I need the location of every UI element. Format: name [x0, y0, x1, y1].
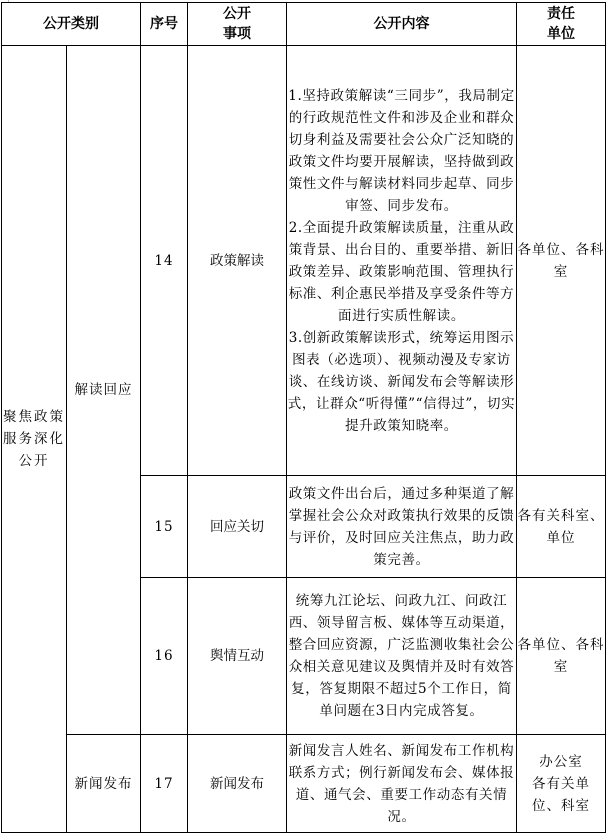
row-content — [287, 578, 517, 735]
row-item: 政策解读 — [188, 46, 287, 476]
header-row — [2, 3, 606, 46]
content-paragraph: 统筹九江论坛、问政九江、问政江西、领导留言板、媒体等互动渠道，整合回应资源，广泛监测收集社会公众相关意见建议及舆情并及时有效答复，答复期限不超过5个工作日，简单问题在3日内完成答复。 — [288, 593, 515, 719]
row-unit: 各有关科室、单位 — [517, 476, 606, 578]
header-unit-line2: 单位 — [547, 26, 575, 42]
row-item: 舆情互动 — [188, 578, 287, 735]
row-content — [287, 735, 517, 833]
unit-line: 办公室 — [539, 753, 583, 770]
header-unit — [517, 3, 606, 46]
row-seq: 16 — [141, 578, 188, 735]
row-content — [287, 46, 517, 476]
content-paragraph: 新闻发言人姓名、新闻发布工作机构联系方式；例行新闻发布会、媒体报道、通气会、重要工作动态有关情况。 — [288, 742, 515, 825]
content-paragraph: 2.全面提升政策解读质量，注重从政策背景、出台目的、重要举措、新旧政策差异、政策影响范围、管理执行标准、利企惠民举措及享受条件等方面进行实质性解读。 — [288, 219, 515, 324]
disclosure-table — [1, 2, 606, 833]
content-paragraph: 政策文件出台后，通过多种渠道了解掌握社会公众对政策执行效果的反馈与评价，及时回应关注焦点，助力政策完善。 — [288, 485, 515, 568]
header-category: 公开类别 — [2, 3, 141, 46]
row-seq: 15 — [141, 476, 188, 578]
header-item-line1: 公开 — [223, 6, 251, 22]
header-seq: 序号 — [141, 3, 188, 46]
category-level2: 新闻发布 — [67, 735, 141, 833]
row-unit: 各单位、各科室 — [517, 578, 606, 735]
header-content: 公开内容 — [287, 3, 517, 46]
header-item-line2: 事项 — [223, 26, 251, 42]
header-item — [188, 3, 287, 46]
category-level2: 解读回应 — [67, 46, 141, 735]
row-content — [287, 476, 517, 578]
unit-line: 各有关单 — [532, 775, 590, 792]
row-item: 新闻发布 — [188, 735, 287, 833]
table-row — [2, 46, 606, 476]
header-unit-line1: 责任 — [547, 6, 575, 22]
row-seq: 14 — [141, 46, 188, 476]
category-level1: 聚焦政策服务深化公开 — [2, 46, 67, 833]
row-item: 回应关切 — [188, 476, 287, 578]
content-paragraph: 1.坚持政策解读“三同步”，我局制定的行政规范性文件和涉及企业和群众切身利益及需要社会公众广泛知晓的政策文件均要开展解读，坚持做到政策性文件与解读材料同步起草、同步审签、同步发布。 — [288, 87, 515, 214]
table-row — [2, 735, 606, 833]
content-paragraph: 3.创新政策解读形式，统筹运用图示图表（必选项）、视频动漫及专家访谈、在线访谈、新闻发布会等解读形式，让群众“听得懂”“信得过”，切实提升政策知晓率。 — [287, 329, 516, 434]
row-unit — [517, 735, 606, 833]
row-unit: 各单位、各科室 — [517, 46, 606, 476]
row-seq: 17 — [141, 735, 188, 833]
unit-line: 位、科室 — [532, 797, 590, 814]
